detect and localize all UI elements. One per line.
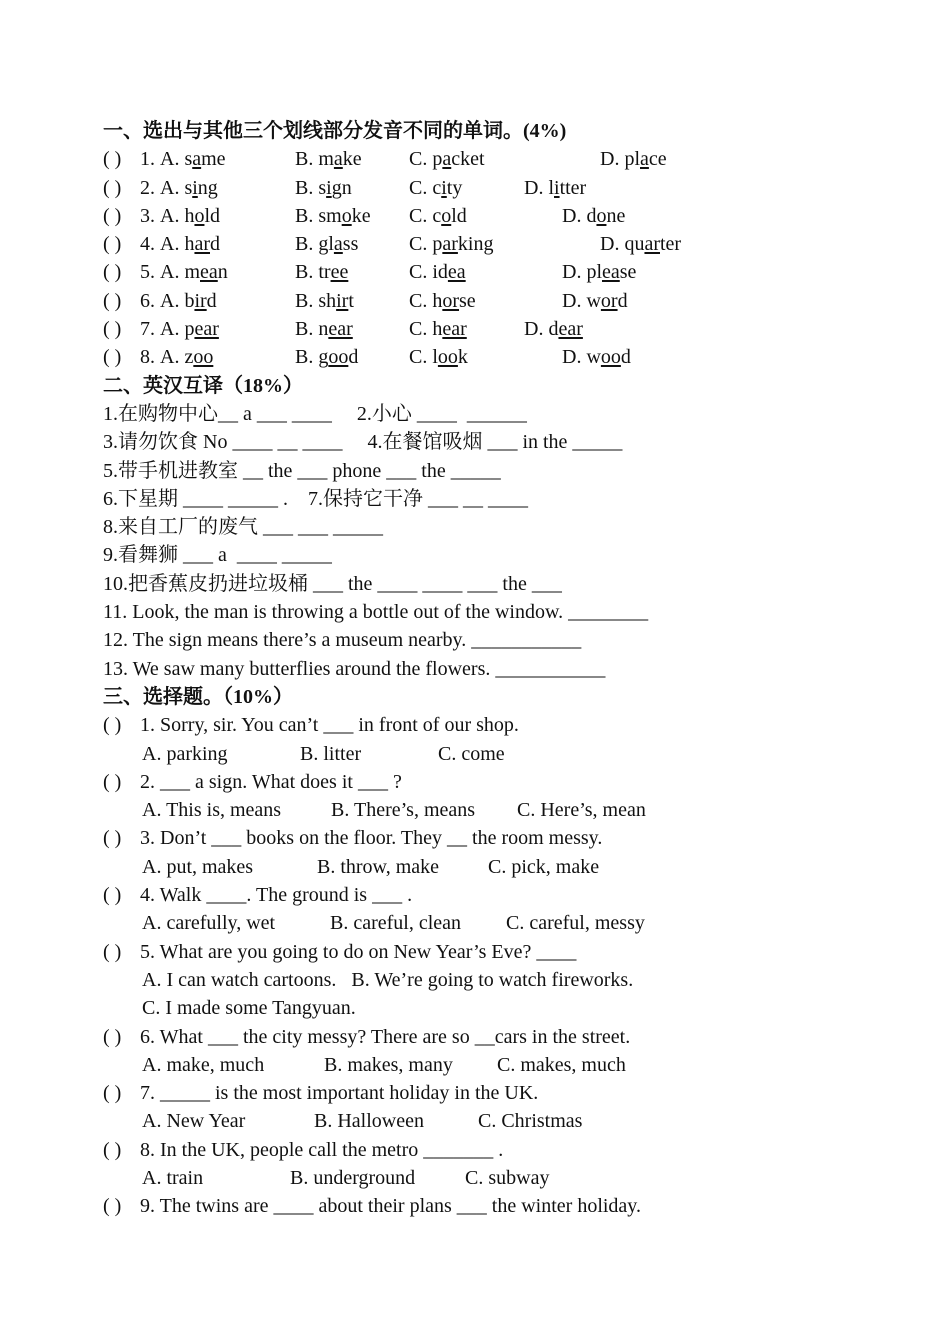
question-row [103,145,923,173]
options-row [103,853,923,881]
answer-bracket: ( ) [103,1082,122,1105]
option-prefix: C. p [409,148,443,171]
option-suffix: d [348,346,359,369]
choice-option: A. parking [142,742,228,765]
question-number: 2. [140,176,155,199]
option-suffix: se [619,261,637,284]
question-row [103,768,923,796]
choice-option: A. train [142,1166,204,1189]
answer-bracket: ( ) [103,176,122,199]
option [295,174,352,202]
section-1-items [103,145,923,371]
option [562,258,636,286]
answer-bracket: ( ) [103,204,122,227]
question-number: 5. [140,261,155,284]
option-suffix: d [206,289,217,312]
options-row [103,1164,923,1192]
option-prefix: B. tr [295,261,331,284]
question-stem: 4. Walk ____. The ground is ___ . [140,884,413,907]
answer-bracket: ( ) [103,714,122,737]
translation-item: 11. Look, the man is throwing a bottle out of the window. ________ [103,601,649,624]
underlined-letters: ear [442,318,467,341]
option [160,343,213,371]
option-suffix: d [617,289,628,312]
options-row [103,1051,923,1079]
option-prefix: B. sh [295,289,337,312]
answer-bracket: ( ) [103,261,122,284]
answer-bracket: ( ) [103,827,122,850]
question-stem: 5. What are you going to do on New Year’s Eve? ____ [140,940,577,963]
option-prefix: C. h [409,289,443,312]
underlined-letters: oo [437,346,458,369]
option-suffix: n [217,261,228,284]
underlined-letters: a [333,148,343,171]
option [562,287,628,315]
option [409,287,476,315]
option-prefix: A. s [160,148,193,171]
underlined-letters: i [441,176,447,199]
question-number: 7. [140,318,155,341]
translation-item: 12. The sign means there’s a museum nearby. ___________ [103,629,582,652]
options-row [103,1107,923,1135]
answer-bracket: ( ) [103,318,122,341]
choice-option: C. makes, much [497,1053,626,1076]
option-suffix: tter [559,176,587,199]
underlined-letters: ar [194,233,210,256]
option-prefix: B. gl [295,233,334,256]
option-suffix: king [457,233,494,256]
option [409,230,493,258]
question-stem: 8. In the UK, people call the metro _______ . [140,1138,504,1161]
choice-option: C. come [438,742,505,765]
underlined-letters: oo [328,346,349,369]
option [295,258,348,286]
option [160,202,220,230]
answer-bracket: ( ) [103,1025,122,1048]
option-prefix: C. c [409,204,442,227]
option-suffix: gn [331,176,352,199]
question-row [103,1136,923,1164]
option [524,315,583,343]
underlined-letters: i [192,176,198,199]
option [160,287,217,315]
option-prefix: A. s [160,176,193,199]
question-row [103,287,923,315]
choice-option: C. Christmas [478,1110,583,1133]
option [409,343,468,371]
option-prefix: D. d [524,318,559,341]
option [295,343,358,371]
option-suffix: ter [660,233,682,256]
underlined-letters: a [333,233,343,256]
option-suffix: ce [648,148,667,171]
option-prefix: D. pl [600,148,640,171]
option-suffix: ne [606,204,626,227]
answer-bracket: ( ) [103,770,122,793]
choice-option: B. throw, make [317,855,440,878]
option [160,315,219,343]
section-1-title: 一、选出与其他三个划线部分发音不同的单词。(4%) [103,120,567,142]
question-row [103,1079,923,1107]
option [160,174,218,202]
option [524,174,586,202]
underlined-letters: a [640,148,649,171]
question-stem: 9. The twins are ____ about their plans ___ the winter holiday. [140,1195,642,1218]
underlined-letters: ir [194,289,207,312]
options-row [103,966,923,994]
option-suffix: ke [351,204,371,227]
choice-option: A. New Year [142,1110,246,1133]
underlined-letters: ear [558,318,583,341]
option [160,230,220,258]
option-prefix: A. b [160,289,195,312]
choice-option: B. There’s, means [331,799,476,822]
option-prefix: C. h [409,318,443,341]
choice-option: A. put, makes [142,855,254,878]
option [409,174,462,202]
underlined-letters: ea [200,261,218,284]
answer-bracket: ( ) [103,346,122,369]
option-prefix: B. sm [295,204,342,227]
option-prefix: C. l [409,346,438,369]
question-number: 8. [140,346,155,369]
choice-option: B. Halloween [314,1110,424,1133]
option-suffix: ng [197,176,218,199]
option [160,145,226,173]
underlined-letters: i [554,176,560,199]
option-prefix: B. g [295,346,329,369]
choice-option: B. underground [290,1166,416,1189]
choice-option: A. make, much [142,1053,265,1076]
option-prefix: D. w [562,346,601,369]
question-row [103,174,923,202]
answer-bracket: ( ) [103,233,122,256]
option [295,202,371,230]
underlined-letters: oo [600,346,621,369]
choice-option: C. pick, make [488,855,600,878]
option-suffix: ld [204,204,221,227]
underlined-letters: or [442,289,460,312]
question-row [103,230,923,258]
translation-item: 13. We saw many butterflies around the flowers. ___________ [103,657,606,680]
option-suffix: se [459,289,476,312]
translation-item: 10.把香蕉皮扔进垃圾桶 ___ the ____ ____ ___ the ___ [103,572,562,595]
question-row [103,881,923,909]
option [295,230,358,258]
option-prefix: A. h [160,233,195,256]
underlined-letters: ear [328,318,353,341]
option-prefix: B. n [295,318,329,341]
translation-item: 1.在购物中心__ a ___ ____ 2.小心 ____ ______ [103,402,527,425]
question-stem: 2. ___ a sign. What does it ___ ? [140,770,402,793]
option-suffix: cket [451,148,485,171]
answer-bracket: ( ) [103,1138,122,1161]
choice-option: C. subway [465,1166,550,1189]
section-3-title: 三、选择题。（10%） [103,685,293,708]
option-suffix: ke [342,148,362,171]
answer-bracket: ( ) [103,289,122,312]
option [409,315,467,343]
question-row [103,1192,923,1220]
section-2-title: 二、英汉互译（18%） [103,374,303,397]
option-prefix: B. m [295,148,334,171]
question-row [103,938,923,966]
question-row [103,315,923,343]
option [600,230,681,258]
choice-option: B. litter [300,742,362,765]
section-2-items [103,400,923,683]
underlined-letters: a [442,148,452,171]
option [295,315,353,343]
underlined-letters: o [341,204,352,227]
choice-option: C. careful, messy [506,912,645,935]
option-prefix: B. s [295,176,327,199]
underlined-letters: ir [336,289,349,312]
options-row [103,909,923,937]
choice-option: B. careful, clean [330,912,462,935]
translation-item: 3.请勿饮食 No ____ __ ____ 4.在餐馆吸烟 ___ in the _____ [103,431,623,454]
option [409,202,467,230]
underlined-letters: ear [194,318,219,341]
translation-item: 8.来自工厂的废气 ___ ___ _____ [103,516,383,539]
translation-item: 9.看舞狮 ___ a ____ _____ [103,544,332,567]
question-row [103,824,923,852]
question-row [103,711,923,739]
question-stem: 7. _____ is the most important holiday in the UK. [140,1082,539,1105]
underlined-letters: o [596,204,607,227]
option-prefix: D. pl [562,261,602,284]
options-row [103,740,923,768]
option [295,145,362,173]
choice-option: A. carefully, wet [142,912,276,935]
underlined-letters: a [192,148,202,171]
question-number: 4. [140,233,155,256]
option-suffix: d [620,346,631,369]
option-suffix: ty [446,176,463,199]
question-stem: 3. Don’t ___ books on the floor. They __ the room messy. [140,827,603,850]
question-row [103,202,923,230]
option [409,145,485,173]
option-suffix: ss [342,233,359,256]
option [409,258,466,286]
underlined-letters: o [194,204,205,227]
question-stem: 6. What ___ the city messy? There are so __cars in the street. [140,1025,631,1048]
option-prefix: C. p [409,233,443,256]
underlined-letters: or [600,289,618,312]
question-stem: 1. Sorry, sir. You can’t ___ in front of our shop. [140,714,519,737]
option [160,258,228,286]
option-suffix: k [457,346,468,369]
underlined-letters: ar [644,233,660,256]
option-prefix: C. id [409,261,448,284]
choice-option: B. makes, many [324,1053,453,1076]
question-number: 3. [140,204,155,227]
option-prefix: A. m [160,261,200,284]
options-row [103,796,923,824]
worksheet [103,117,923,1221]
underlined-letters: oo [193,346,214,369]
section-3-items [103,711,923,1220]
choice-option: C. I made some Tangyuan. [142,997,356,1020]
question-row [103,343,923,371]
option-prefix: C. c [409,176,442,199]
option-suffix: d [210,233,220,256]
option [562,202,625,230]
question-row [103,258,923,286]
translation-item: 6.下星期 ____ _____ . 7.保持它干净 ___ __ ____ [103,487,528,510]
option-prefix: D. l [524,176,554,199]
option-prefix: A. z [160,346,194,369]
option-prefix: D. d [562,204,597,227]
question-row [103,1023,923,1051]
choice-option: A. I can watch cartoons. B. We’re going to watch fireworks. [142,968,634,991]
underlined-letters: ar [442,233,458,256]
answer-bracket: ( ) [103,1195,122,1218]
underlined-letters: o [441,204,452,227]
option-prefix: D. w [562,289,601,312]
option [600,145,667,173]
option [295,287,354,315]
option [562,343,631,371]
underlined-letters: i [326,176,332,199]
question-number: 1. [140,148,155,171]
option-prefix: D. qu [600,233,645,256]
underlined-letters: ea [602,261,620,284]
question-number: 6. [140,289,155,312]
option-suffix: ld [451,204,467,227]
answer-bracket: ( ) [103,940,122,963]
option-prefix: A. p [160,318,195,341]
translation-item: 5.带手机进教室 __ the ___ phone ___ the _____ [103,459,501,482]
choice-option: A. This is, means [142,799,282,822]
answer-bracket: ( ) [103,884,122,907]
underlined-letters: ee [330,261,349,284]
answer-bracket: ( ) [103,148,122,171]
option-suffix: me [201,148,226,171]
underlined-letters: ea [447,261,466,284]
option-suffix: t [348,289,354,312]
choice-option: C. Here’s, mean [517,799,646,822]
option-prefix: A. h [160,204,195,227]
options-row [103,994,923,1022]
